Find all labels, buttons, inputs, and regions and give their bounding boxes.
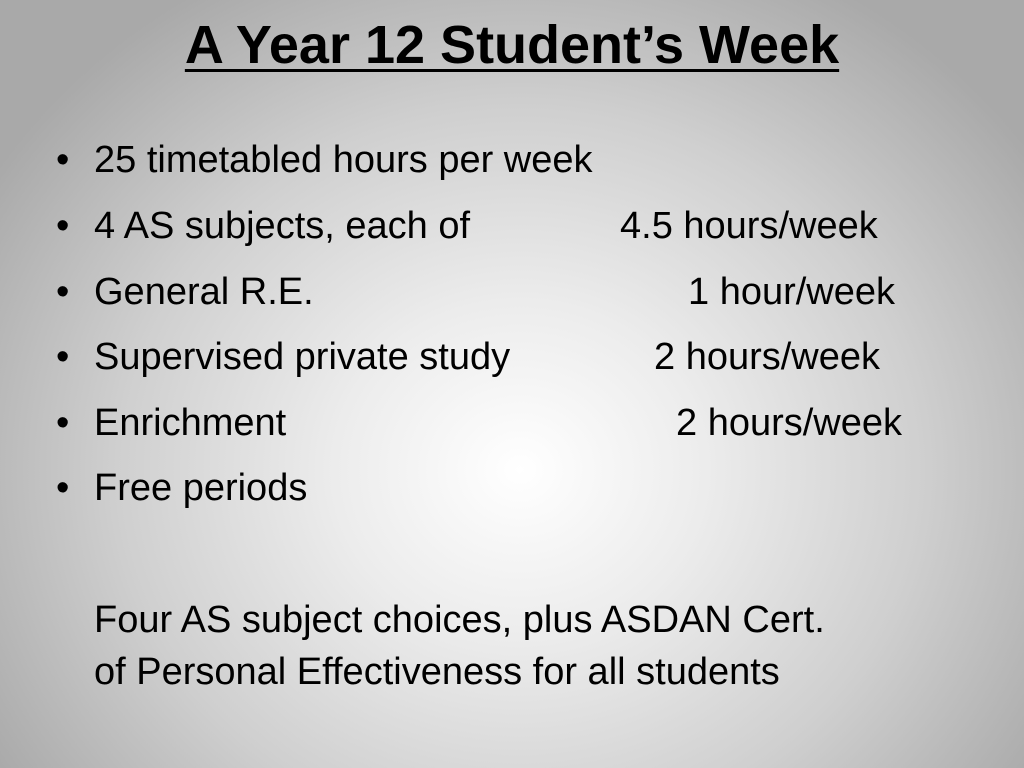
bullet-item (0, 397, 1024, 449)
bullet-label: 25 timetabled hours per week (94, 139, 593, 181)
bullet-item (0, 462, 1024, 514)
bullet-marker: • (56, 205, 70, 247)
bullet-value: 4.5 hours/week (620, 205, 878, 247)
bullet-label: 4 AS subjects, each of (94, 205, 471, 247)
bullet-item (0, 200, 1024, 252)
bullet-label: Free periods (94, 467, 308, 509)
bullet-marker: • (56, 271, 70, 313)
bullet-item (0, 266, 1024, 318)
bullet-item (0, 331, 1024, 383)
bullet-value: 1 hour/week (688, 271, 896, 313)
summary-note (94, 594, 994, 698)
bullet-label: General R.E. (94, 271, 314, 313)
bullet-marker: • (56, 139, 70, 181)
bullet-value: 2 hours/week (676, 402, 903, 444)
bullet-item (0, 134, 1024, 186)
summary-note-line: Four AS subject choices, plus ASDAN Cert. (94, 599, 825, 641)
bullet-marker: • (56, 402, 70, 444)
bullet-marker: • (56, 467, 70, 509)
bullet-label: Supervised private study (94, 336, 511, 378)
bullet-marker: • (56, 336, 70, 378)
summary-note-line: of Personal Effectiveness for all students (94, 651, 780, 693)
slide-title-text: A Year 12 Student’s Week (184, 15, 840, 75)
bullet-value: 2 hours/week (654, 336, 881, 378)
bullet-label: Enrichment (94, 402, 287, 444)
